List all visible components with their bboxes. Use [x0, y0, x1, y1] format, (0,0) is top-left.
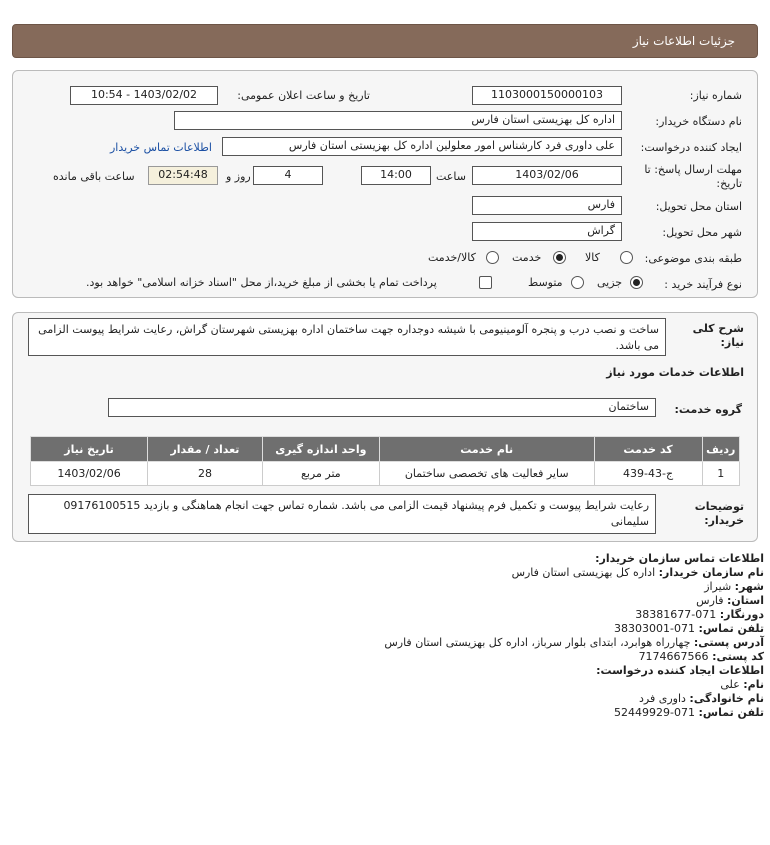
summary-text-box: ساخت و نصب درب و پنجره آلومینیومی با شیشه دوجداره جهت ساختمان اداره بهزیستی شهرستان گراش، رعایت شرایط پیوست الزامی می باشد. — [28, 318, 666, 356]
creator-family-label: نام خانوادگی: — [689, 692, 764, 705]
contact-province-line — [24, 594, 764, 608]
summary-label-line2: نیاز: — [720, 336, 744, 349]
contact-org-value: اداره کل بهزیستی استان فارس — [511, 566, 656, 579]
col-unit-header: واحد اندازه گیری — [262, 437, 379, 462]
category-radio-goods[interactable] — [620, 251, 633, 264]
cell-name: سایر فعالیت های تخصصی ساختمان — [379, 462, 594, 486]
contact-title: اطلاعات تماس سازمان خریدار: — [595, 552, 764, 565]
category-label-goods-service: کالا/خدمت — [428, 251, 476, 264]
buyer-notes-box: رعایت شرایط پیوست و تکمیل فرم پیشنهاد قیمت الزامی می باشد. شماره تماس جهت انجام هماهنگی و بازدید 09176100515 سلیمانی — [28, 494, 656, 534]
need-number-label: شماره نیاز: — [689, 89, 742, 102]
col-name-header: نام خدمت — [379, 437, 594, 462]
process-radio-partial[interactable] — [630, 276, 643, 289]
city-label: شهر محل تحویل: — [662, 226, 742, 239]
notes-label-line2: خریدار: — [704, 514, 744, 527]
creator-phone-label: تلفن تماس: — [698, 706, 764, 719]
category-radio-goods-service[interactable] — [486, 251, 499, 264]
cell-unit: متر مربع — [262, 462, 379, 486]
buyer-contact-link[interactable]: اطلاعات تماس خریدار — [110, 141, 212, 154]
cell-qty: 28 — [148, 462, 263, 486]
category-label-goods: کالا — [585, 251, 600, 264]
notes-label-line1: توضیحات — [694, 500, 744, 513]
category-label-service: خدمت — [512, 251, 542, 264]
creator-info-title: اطلاعات ایجاد کننده درخواست: — [596, 664, 764, 677]
need-number-field: 1103000150000103 — [472, 86, 622, 105]
deadline-label — [644, 163, 742, 191]
creator-label: ایجاد کننده درخواست: — [640, 141, 742, 154]
notes-label — [695, 500, 744, 528]
deadline-hour-label: ساعت — [436, 170, 466, 183]
announce-field: 1403/02/02 - 10:54 — [70, 86, 218, 105]
summary-label — [693, 322, 744, 350]
cell-row: 1 — [702, 462, 739, 486]
announce-label: تاریخ و ساعت اعلان عمومی: — [237, 89, 370, 102]
remaining-label: ساعت باقی مانده — [53, 170, 135, 183]
services-section-title: اطلاعات خدمات مورد نیاز — [606, 366, 744, 379]
contact-address-line — [24, 636, 764, 650]
contact-address-label: آدرس پستی: — [693, 636, 764, 649]
remaining-time-field: 02:54:48 — [148, 166, 218, 185]
treasury-payment-checkbox[interactable] — [479, 276, 492, 289]
col-date-header: تاریخ نیاز — [31, 437, 148, 462]
category-label: طبقه بندی موضوعی: — [644, 252, 742, 265]
contact-city-label: شهر: — [734, 580, 764, 593]
service-group-label: گروه خدمت: — [674, 403, 742, 416]
page-title: جزئیات اطلاعات نیاز — [632, 34, 735, 48]
services-table — [30, 436, 740, 486]
creator-family-line — [24, 692, 764, 706]
page-header — [12, 24, 758, 58]
services-table-header — [31, 437, 740, 462]
contact-org-line — [24, 566, 764, 580]
summary-label-line1: شرح کلی — [692, 322, 744, 335]
contact-fax-line — [24, 608, 764, 622]
contact-postal-value: 7174667566 — [638, 650, 709, 663]
process-label: نوع فرآیند خرید : — [664, 278, 742, 291]
creator-name-value: علی — [720, 678, 740, 691]
contact-address-value: چهارراه هوابرد، ابتدای بلوار سرباز، اداره کل بهزیستی استان فارس — [384, 636, 691, 649]
contact-phone-label: تلفن تماس: — [698, 622, 764, 635]
cell-date: 1403/02/06 — [31, 462, 148, 486]
contact-city-value: شیراز — [704, 580, 732, 593]
contact-postal-label: کد پستی: — [712, 650, 764, 663]
col-qty-header: تعداد / مقدار — [148, 437, 263, 462]
creator-name-line — [24, 678, 764, 692]
buyer-org-field: اداره کل بهزیستی استان فارس — [174, 111, 622, 130]
col-row-header: ردیف — [702, 437, 739, 462]
contact-phone-value: 071-38303001 — [614, 622, 696, 635]
contact-fax-label: دورنگار: — [719, 608, 764, 621]
buyer-contact-info — [24, 552, 764, 720]
process-radio-medium[interactable] — [571, 276, 584, 289]
contact-fax-value: 071-38381677 — [635, 608, 717, 621]
contact-province-label: استان: — [727, 594, 764, 607]
province-field: فارس — [472, 196, 622, 215]
buyer-org-label: نام دستگاه خریدار: — [655, 115, 742, 128]
table-row — [31, 462, 740, 486]
creator-family-value: داوری فرد — [639, 692, 686, 705]
contact-org-label: نام سازمان خریدار: — [658, 566, 764, 579]
contact-province-value: فارس — [696, 594, 724, 607]
deadline-label-line1: مهلت ارسال پاسخ: تا — [644, 163, 742, 176]
creator-field: علی داوری فرد کارشناس امور معلولین اداره کل بهزیستی استان فارس — [222, 137, 622, 156]
days-label: روز و — [226, 170, 251, 183]
days-field: 4 — [253, 166, 323, 185]
deadline-label-line2: تاریخ: — [716, 177, 742, 190]
province-label: استان محل تحویل: — [655, 200, 742, 213]
service-group-field: ساختمان — [108, 398, 656, 417]
contact-phone-line — [24, 622, 764, 636]
contact-city-line — [24, 580, 764, 594]
creator-phone-value: 071-52449929 — [614, 706, 696, 719]
col-code-header: کد خدمت — [594, 437, 702, 462]
treasury-payment-note: پرداخت تمام یا بخشی از مبلغ خرید،از محل "اسناد خزانه اسلامی" خواهد بود. — [86, 276, 437, 289]
cell-code: ج-43-439 — [594, 462, 702, 486]
creator-name-label: نام: — [743, 678, 764, 691]
deadline-time-field: 14:00 — [361, 166, 431, 185]
creator-phone-line — [24, 706, 764, 720]
process-label-partial: جزیی — [597, 276, 623, 289]
city-field: گراش — [472, 222, 622, 241]
contact-postal-line — [24, 650, 764, 664]
deadline-date-field: 1403/02/06 — [472, 166, 622, 185]
process-label-medium: متوسط — [528, 276, 563, 289]
category-radio-service[interactable] — [553, 251, 566, 264]
